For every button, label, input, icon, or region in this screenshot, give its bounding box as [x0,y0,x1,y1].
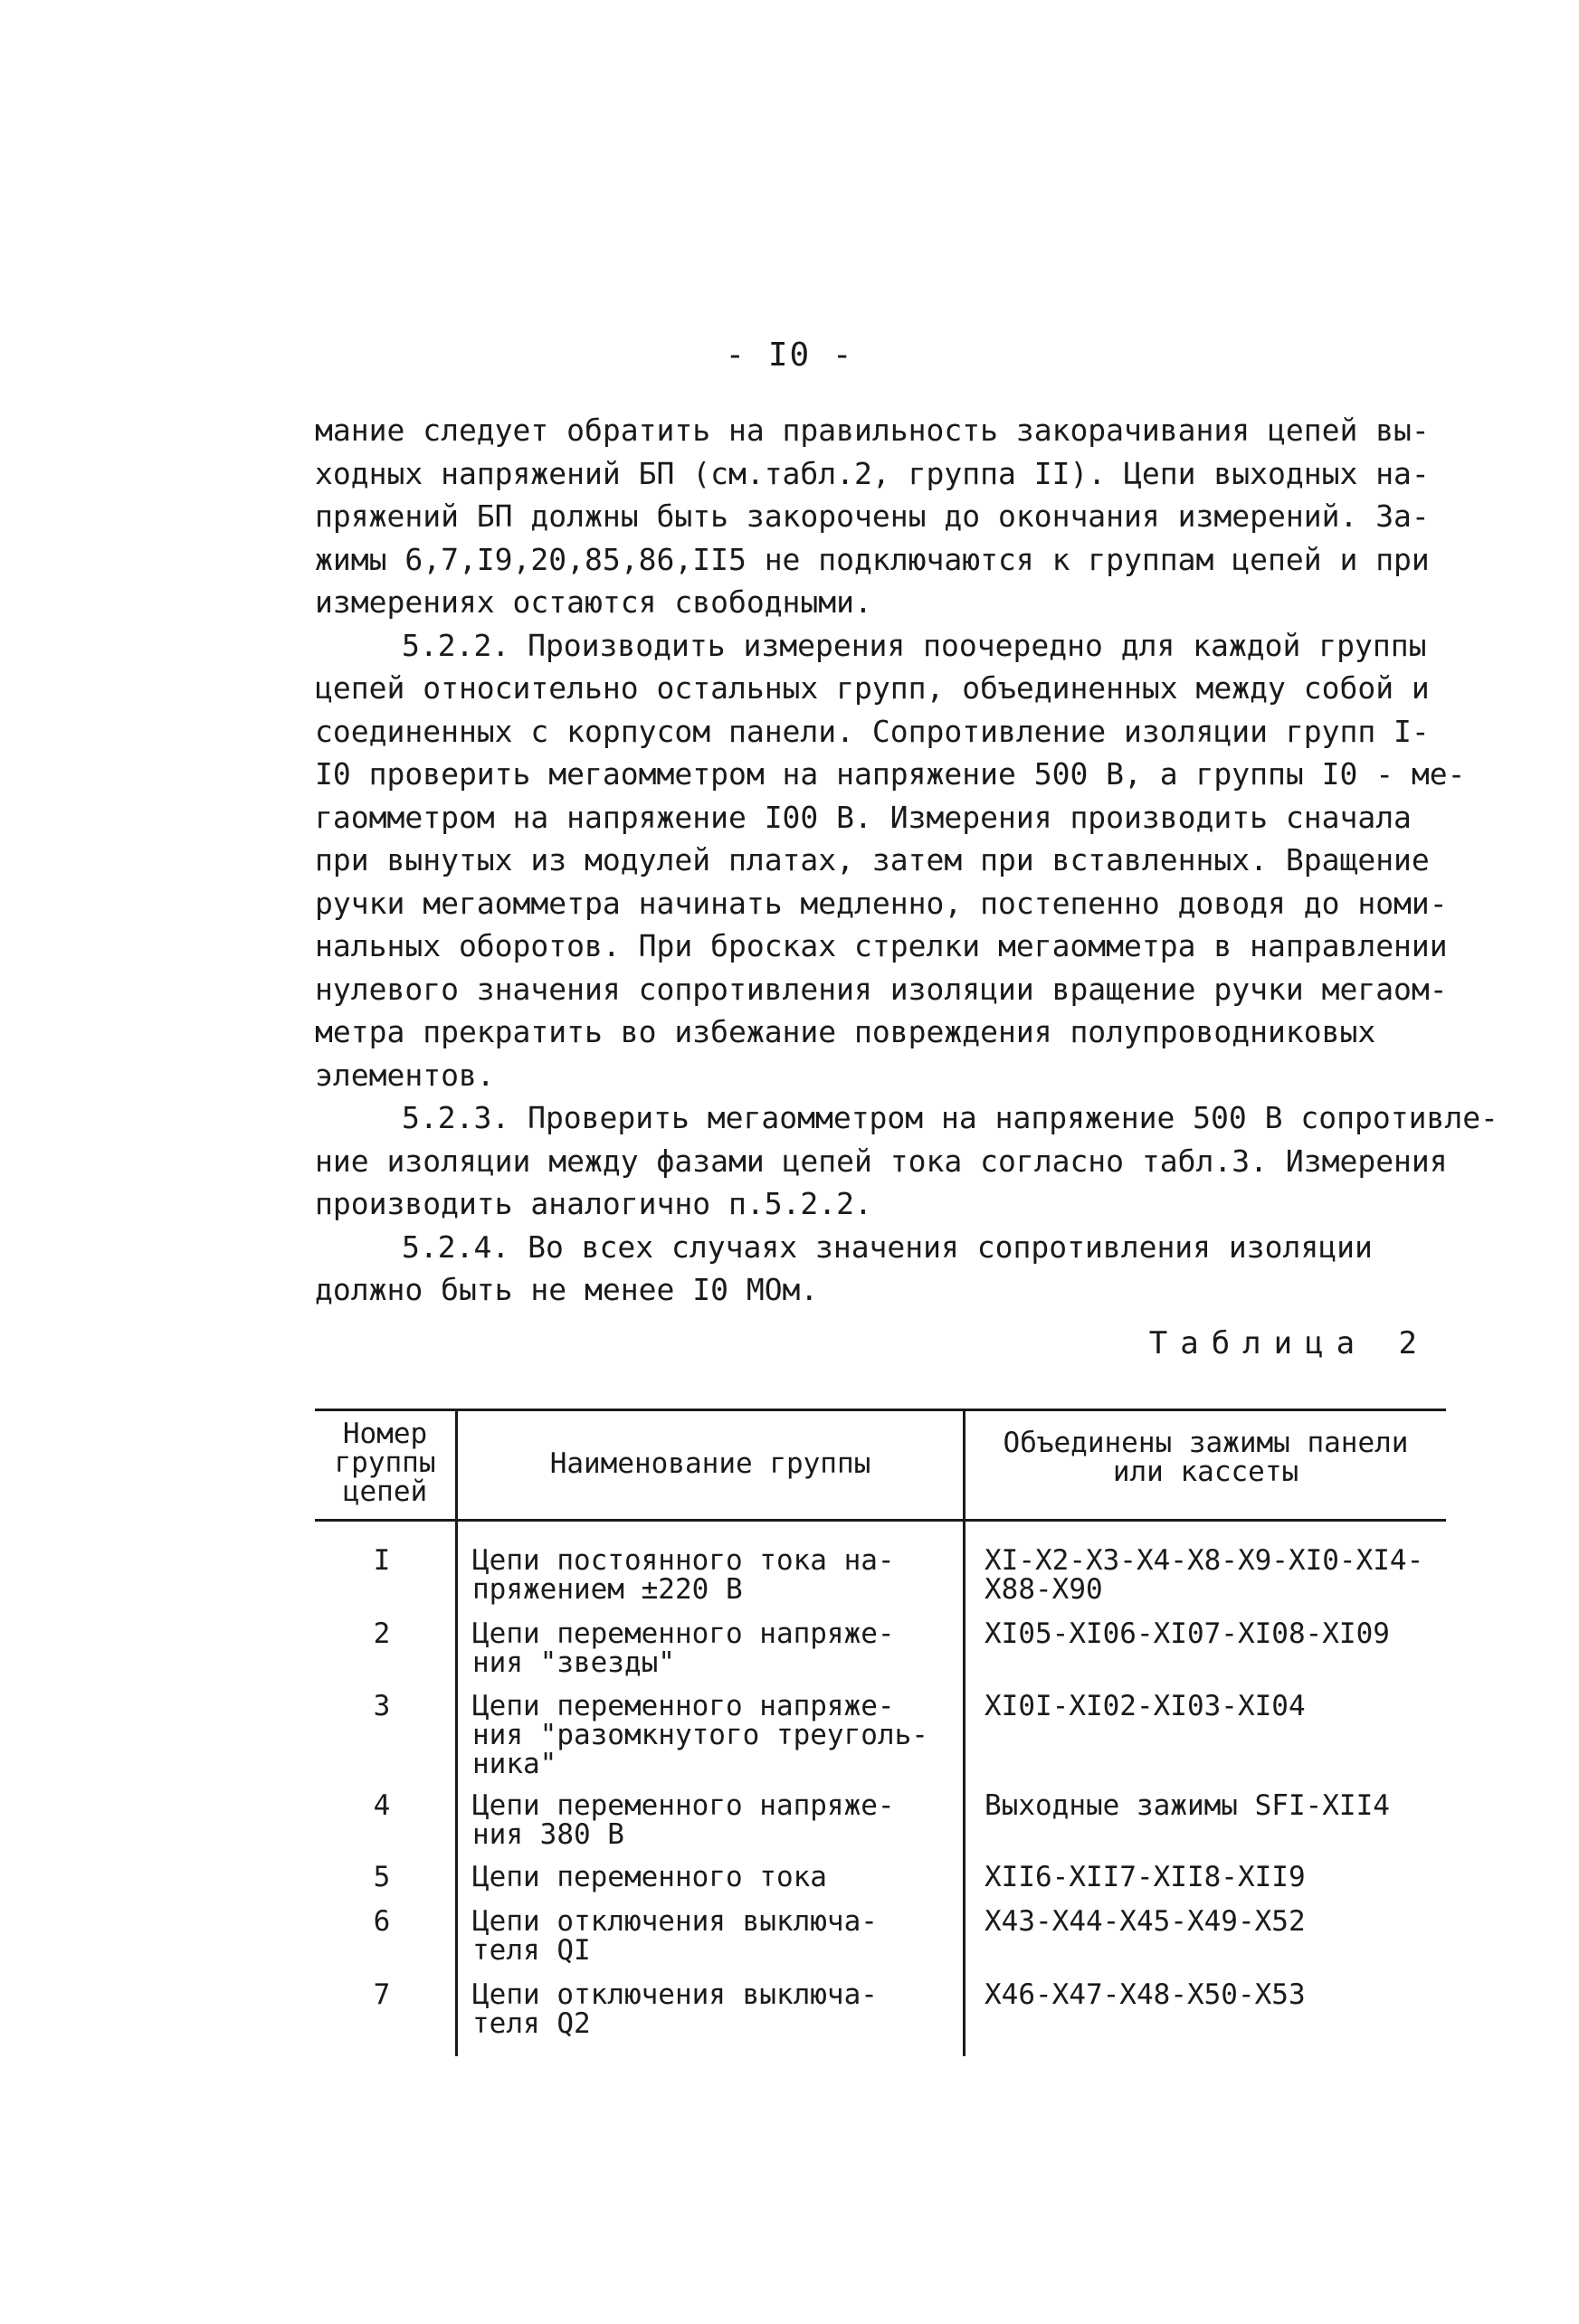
cell-line: Цепи переменного напряже- [472,1617,895,1650]
text-line: ручки мегаомметра начинать медленно, постепенно доводя до номи- [315,885,1448,921]
row-terminals [984,1980,1455,2009]
row-terminals [984,1791,1455,1820]
row-number: 2 [373,1617,391,1650]
cell-line: Цепи переменного напряже- [472,1690,895,1722]
header-line: Номер [342,1418,428,1450]
row-number: 3 [373,1690,391,1722]
row-number: I [373,1544,391,1577]
row-terminals [984,1546,1455,1604]
text-line: метра прекратить во избежание повреждения полупроводниковых [315,1014,1376,1049]
text-line: производить аналогично п.5.2.2. [315,1186,872,1221]
cell-line: Цепи переменного напряже- [472,1789,895,1822]
header-line: или кассеты [1112,1456,1299,1488]
row-terminals [984,1863,1455,1892]
header-group-name [458,1449,963,1478]
text-line: жимы 6,7,I9,20,85,86,II5 не подключаются к группам цепей и при [315,541,1430,577]
table-column-rule [455,1409,458,2056]
table-top-rule [315,1409,1446,1411]
text-line: при вынутых из модулей платах, затем при вставленных. Вращение [315,842,1430,877]
header-group-number [315,1419,455,1506]
text-line: соединенных с корпусом панели. Сопротивление изоляции групп I- [315,713,1430,749]
cell-line: пряжением ±220 В [472,1573,743,1606]
row-name [472,1546,961,1604]
paragraph-5-2-2: 5.2.2. Производить измерения поочередно для каждой группы [402,627,1427,663]
text-line: гаомметром на напряжение I00 В. Измерения производить сначала [315,799,1412,835]
cell-line: X88-X90 [984,1573,1103,1606]
text-line: ние изоляции между фазами цепей тока согласно табл.3. Измерения [315,1143,1448,1179]
header-line: цепей [342,1475,428,1508]
header-line: Объединены зажимы панели [1003,1427,1409,1459]
cell-line: ника" [472,1748,557,1780]
cell-line: теля QI [472,1934,591,1967]
table-column-rule [963,1409,965,2056]
cell-line: Цепи отключения выключа- [472,1978,878,2011]
row-name [472,1791,961,1849]
text-line: мание следует обратить на правильность закорачивания цепей вы- [315,413,1430,448]
header-line: Наименование группы [549,1447,871,1480]
page-number: - I0 - [725,337,854,374]
paragraph-5-2-4: 5.2.4. Во всех случаях значения сопротивления изоляции [402,1228,1373,1265]
cell-line: XI05-XI06-XI07-XI08-XI09 [984,1617,1390,1650]
cell-line: ния 380 В [472,1818,624,1851]
row-number: 7 [373,1978,391,2011]
cell-line: X46-X47-X48-X50-X53 [984,1978,1306,2011]
cell-line: Цепи постоянного тока на- [472,1544,895,1577]
cell-line: X43-X44-X45-X49-X52 [984,1905,1306,1938]
text-line: нальных оборотов. При бросках стрелки мегаомметра в направлении [315,928,1448,963]
table-caption: Таблица 2 [1148,1325,1430,1361]
cell-line: Цепи переменного тока [472,1861,827,1893]
text-line: нулевого значения сопротивления изоляции вращение ручки мегаом- [315,971,1448,1007]
row-name [472,1907,961,1965]
row-terminals [984,1907,1455,1936]
row-name [472,1863,961,1892]
row-number: 5 [373,1861,391,1893]
row-number: 6 [373,1905,391,1938]
table-2 [315,1409,1446,2056]
text-line: I0 проверить мегаомметром на напряжение 500 В, а группы I0 - ме- [315,756,1466,792]
row-terminals [984,1692,1455,1721]
text-line: измерениях остаются свободными. [315,584,872,620]
cell-line: теля Q2 [472,2007,591,2040]
paragraph-5-2-3: 5.2.3. Проверить мегаомметром на напряжение 500 В сопротивле- [402,1100,1498,1135]
cell-line: XI0I-XI02-XI03-XI04 [984,1690,1306,1722]
cell-line: ния "звезды" [472,1646,675,1679]
cell-line: XI-X2-X3-X4-X8-X9-XI0-XI4- [984,1544,1424,1577]
body-text [315,409,1498,1312]
row-name [472,1980,961,2038]
cell-line: ния "разомкнутого треуголь- [472,1719,928,1751]
cell-line: Выходные зажимы SFI-XII4 [984,1789,1390,1822]
text-line: должно быть не менее I0 МОм. [315,1272,819,1307]
cell-line: Цепи отключения выключа- [472,1905,878,1938]
text-line: элементов. [315,1057,495,1093]
header-line: группы [334,1447,436,1479]
table-header-rule [315,1519,1446,1522]
row-number: 4 [373,1789,391,1822]
header-terminals [965,1428,1446,1486]
row-terminals [984,1619,1455,1648]
cell-line: XII6-XII7-XII8-XII9 [984,1861,1306,1893]
row-name [472,1619,961,1677]
text-line: ходных напряжений БП (см.табл.2, группа II). Цепи выходных на- [315,455,1430,491]
text-line: цепей относительно остальных групп, объединенных между собой и [315,670,1430,706]
row-name [472,1692,961,1779]
text-line: пряжений БП должны быть закорочены до окончания измерений. За- [315,498,1430,534]
